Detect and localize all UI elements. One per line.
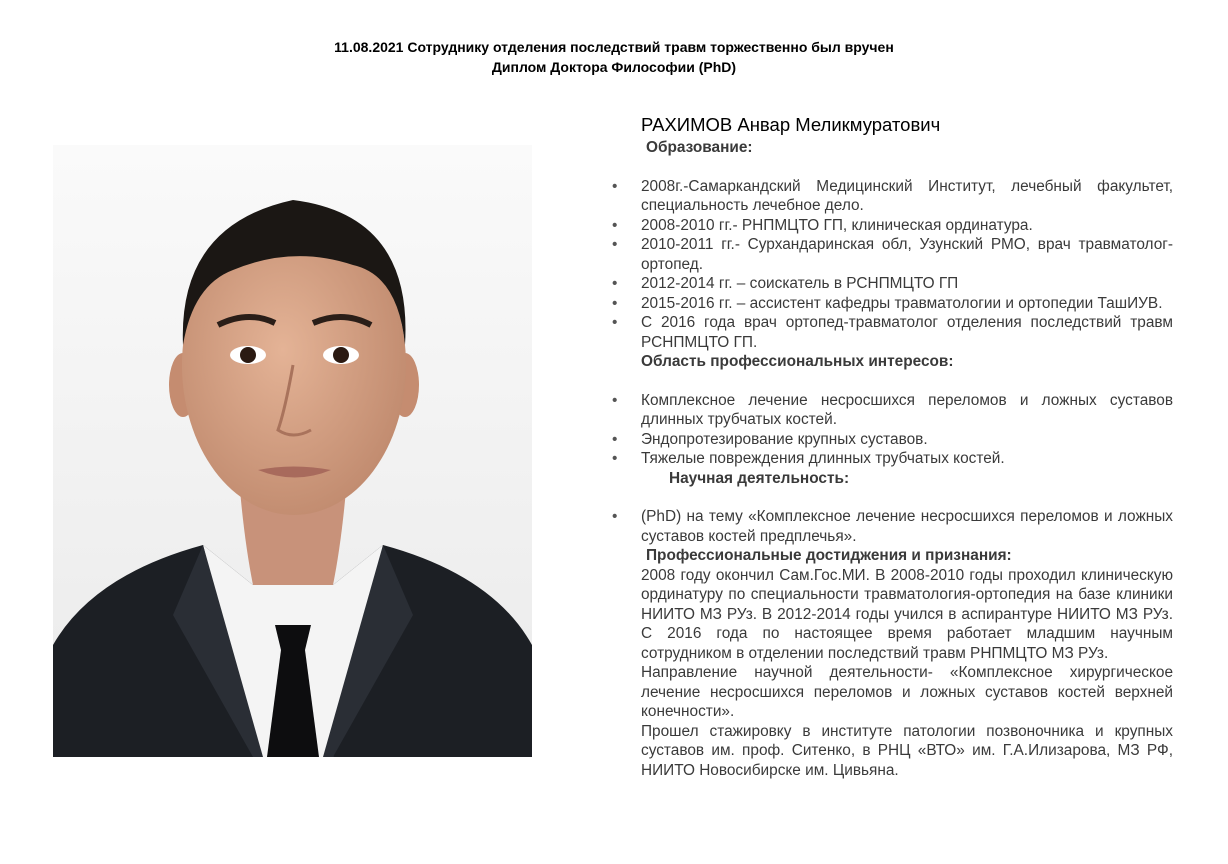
- education-list: [612, 177, 1173, 353]
- achievements-paragraph: 2008 году окончил Сам.Гос.МИ. В 2008-2010 годы проходил клиническую ординатуру по специальности травматология-ортопедия на базе клиники НИИТО МЗ РУз. В 2012-2014 годы учился в аспирантуре НИИТО МЗ РУз. С 2016 года по настоящее время работает младшим научным сотрудником в отделении последствий травм РНПМЦТО МЗ РУз.: [641, 566, 1173, 662]
- article-headline: [0, 37, 1228, 77]
- profile-section: [612, 112, 1173, 780]
- list-item: • Тяжелые повреждения длинных трубчатых костей.: [612, 449, 1173, 469]
- list-item: • 2008-2010 гг.- РНПМЦТО ГП, клиническая ординатура.: [612, 216, 1173, 236]
- science-heading: Научная деятельность:: [669, 469, 850, 487]
- list-item: • Комплексное лечение несросшихся переломов и ложных суставов длинных трубчатых костей.: [612, 391, 1173, 430]
- person-name: РАХИМОВ Анвар Меликмуратович: [641, 114, 941, 135]
- portrait-photo: [53, 145, 532, 757]
- list-item: • 2008г.-Самаркандский Медицинский Институт, лечебный факультет, специальность лечебное дело.: [612, 177, 1173, 216]
- achievements-heading: Профессиональные достиджения и признания:: [646, 547, 1012, 564]
- interests-heading: Область профессиональных интересов:: [641, 353, 954, 370]
- list-item: • С 2016 года врач ортопед-травматолог отделения последствий травм РСНПМЦТО ГП.: [612, 313, 1173, 352]
- interests-list: [612, 391, 1173, 469]
- list-item: • 2015-2016 гг. – ассистент кафедры травматологии и ортопедии ТашИУВ.: [612, 294, 1173, 314]
- list-item: • 2012-2014 гг. – соискатель в РСНПМЦТО ГП: [612, 274, 1173, 294]
- headline-line-2: Диплом Доктора Философии (PhD): [491, 59, 737, 75]
- portrait-illustration: [53, 145, 532, 757]
- internship-paragraph: Прошел стажировку в институте патологии позвоночника и крупных суставов им. проф. Ситенко, в РНЦ «ВТО» им. Г.А.Илизарова, МЗ РФ, НИИТО Новосибирске им. Цивьяна.: [641, 722, 1173, 779]
- list-item: • 2010-2011 гг.- Сурхандаринская обл, Узунский РМО, врач травматолог-ортопед.: [612, 235, 1173, 274]
- headline-line-1: 11.08.2021 Сотруднику отделения последствий травм торжественно был вручен: [334, 39, 894, 55]
- science-list: [612, 507, 1173, 546]
- education-heading: Образование:: [646, 139, 753, 156]
- research-direction-paragraph: Направление научной деятельности- «Комплексное хирургическое лечение несросшихся переломов и ложных суставов костей верхней конечности».: [641, 664, 1173, 720]
- list-item: • (PhD) на тему «Комплексное лечение несросшихся переломов и ложных суставов костей предплечья».: [612, 507, 1173, 546]
- list-item: • Эндопротезирование крупных суставов.: [612, 430, 1173, 450]
